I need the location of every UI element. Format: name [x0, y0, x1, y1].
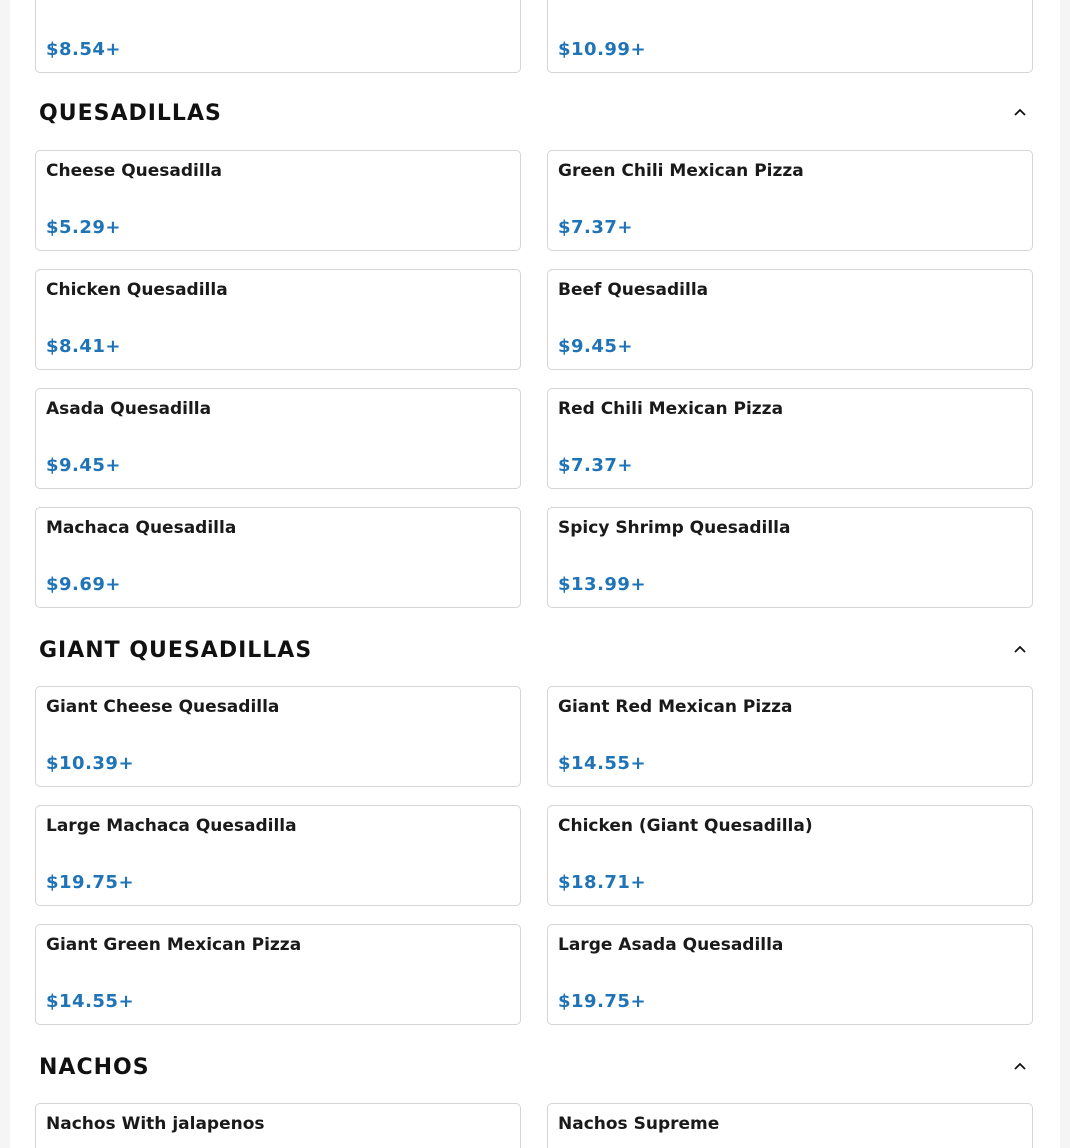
menu-item-name: Asada Quesadilla: [46, 399, 212, 419]
menu-item-price: $9.45+: [558, 336, 634, 357]
menu-item-name: Large Machaca Quesadilla: [46, 816, 297, 836]
menu-item-card[interactable]: [35, 150, 521, 251]
menu-item-name: Large Asada Quesadilla: [558, 935, 784, 955]
menu-item-name: Machaca Quesadilla: [46, 518, 237, 538]
menu-item-card[interactable]: [547, 1103, 1033, 1148]
menu-item-card[interactable]: [547, 388, 1033, 489]
collapse-section-button[interactable]: [1008, 1054, 1032, 1078]
section-header: [10, 100, 1060, 140]
menu-item-price: $8.41+: [46, 336, 122, 357]
menu-item-card[interactable]: [547, 269, 1033, 370]
section-title: NACHOS: [39, 1055, 150, 1080]
menu-item-price: $10.39+: [46, 753, 135, 774]
menu-item-card[interactable]: [35, 924, 521, 1025]
menu-item-name: Beef Quesadilla: [558, 280, 709, 300]
menu-item-price: $7.37+: [558, 217, 634, 238]
menu-item-name: Green Chili Mexican Pizza: [558, 161, 804, 181]
menu-item-price: $14.55+: [558, 753, 647, 774]
menu-item-price: $13.99+: [558, 574, 647, 595]
menu-item-card[interactable]: [547, 0, 1033, 73]
section-title: GIANT QUESADILLAS: [39, 638, 313, 663]
menu-item-card[interactable]: [547, 924, 1033, 1025]
chevron-up-icon: [1012, 641, 1028, 657]
menu-item-price: $8.54+: [46, 39, 122, 60]
section-title: QUESADILLAS: [39, 101, 222, 126]
menu-item-price: $5.29+: [46, 217, 122, 238]
chevron-up-icon: [1012, 104, 1028, 120]
menu-item-name: Chicken (Giant Quesadilla): [558, 816, 813, 836]
menu-item-price: $14.55+: [46, 991, 135, 1012]
menu-item-name: Nachos With jalapenos: [46, 1114, 265, 1134]
chevron-up-icon: [1012, 1058, 1028, 1074]
menu-item-card[interactable]: [35, 269, 521, 370]
menu-item-card[interactable]: [547, 805, 1033, 906]
menu-item-name: Spicy Shrimp Quesadilla: [558, 518, 791, 538]
menu-item-name: Chicken Quesadilla: [46, 280, 228, 300]
collapse-section-button[interactable]: [1008, 100, 1032, 124]
menu-section-nachos: [10, 1054, 1060, 1094]
menu-item-price: $10.99+: [558, 39, 647, 60]
menu-item-price: $19.75+: [558, 991, 647, 1012]
menu-item-price: $18.71+: [558, 872, 647, 893]
menu-section-giant-quesadillas: [10, 637, 1060, 677]
collapse-section-button[interactable]: [1008, 637, 1032, 661]
menu-section-quesadillas: [10, 100, 1060, 140]
menu-item-card[interactable]: [35, 1103, 521, 1148]
menu-page: [10, 0, 1060, 1148]
section-header: [10, 1054, 1060, 1094]
menu-item-card[interactable]: [35, 388, 521, 489]
menu-item-card[interactable]: [35, 686, 521, 787]
menu-item-card[interactable]: [547, 150, 1033, 251]
menu-item-card[interactable]: [547, 686, 1033, 787]
menu-item-card[interactable]: [547, 507, 1033, 608]
menu-item-name: Nachos Supreme: [558, 1114, 720, 1134]
section-header: [10, 637, 1060, 677]
menu-item-name: Red Chili Mexican Pizza: [558, 399, 784, 419]
menu-item-name: Giant Red Mexican Pizza: [558, 697, 793, 717]
menu-item-price: $19.75+: [46, 872, 135, 893]
menu-item-card[interactable]: [35, 507, 521, 608]
menu-item-card[interactable]: [35, 805, 521, 906]
menu-item-price: $9.69+: [46, 574, 122, 595]
menu-item-name: Giant Green Mexican Pizza: [46, 935, 302, 955]
menu-item-card[interactable]: [35, 0, 521, 73]
menu-item-price: $7.37+: [558, 455, 634, 476]
menu-item-name: Cheese Quesadilla: [46, 161, 223, 181]
menu-item-price: $9.45+: [46, 455, 122, 476]
menu-item-name: Giant Cheese Quesadilla: [46, 697, 280, 717]
